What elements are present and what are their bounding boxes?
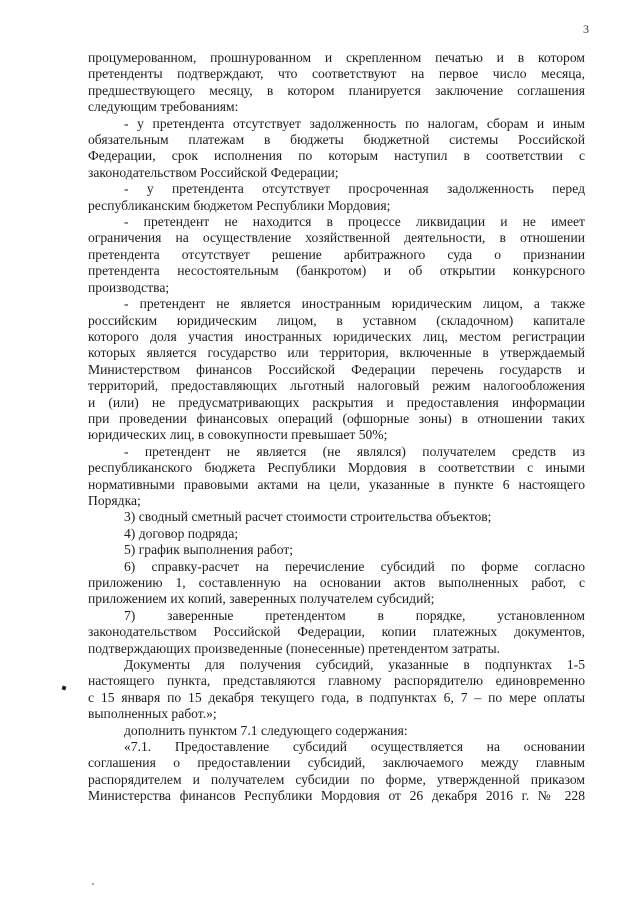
text-line: - у претендента отсутствует задолженность по налогам, сборам и иным: [124, 115, 585, 131]
text-line: с 15 января по 15 декабря текущего года, в подпунктах 6, 7 – по мере оплаты: [88, 689, 585, 705]
text-line: - претендент не является иностранным юридическим лицом, а также: [124, 296, 585, 312]
page-number: 3: [583, 22, 589, 36]
text-line: 5) график выполнения работ;: [124, 542, 294, 558]
text-line: 7) заверенные претендентом в порядке, установленном: [124, 607, 585, 623]
text-line: которых является государство или территория, включенные в утверждаемый: [88, 345, 585, 361]
scan-speck: [92, 883, 94, 885]
text-line: Министерством финансов Российской Федерации перечень государств и: [88, 361, 585, 377]
text-line: приложением их копий, заверенных получателем субсидий;: [88, 591, 435, 607]
text-line: республиканским бюджетом Республики Мордовия;: [88, 197, 391, 213]
text-line: «7.1. Предоставление субсидий осуществляется на основании: [124, 739, 585, 755]
text-line: дополнить пунктом 7.1 следующего содержания:: [124, 722, 408, 738]
text-line: Федерации, срок исполнения по которым наступил в соответствии с: [88, 148, 585, 164]
text-line: - у претендента отсутствует просроченная задолженность перед: [124, 181, 585, 197]
text-line: настоящего пункта, представляются главному распорядителю единовременно: [88, 673, 585, 689]
text-line: соглашения о предоставлении субсидий, заключаемого между главным: [88, 755, 585, 771]
text-line: претенденты подтверждают, что соответствуют на первое число месяца,: [88, 66, 585, 82]
text-line: производства;: [88, 279, 170, 295]
text-line: и (или) не предусматривающих раскрытия и предоставления информации: [88, 394, 585, 410]
text-line: Министерства финансов Республики Мордовия от 26 декабря 2016 г. № 228: [88, 788, 585, 804]
text-line: - претендент не находится в процессе ликвидации и не имеет: [124, 214, 585, 230]
text-line: предшествующего месяцу, в котором планируется заключение соглашения: [88, 82, 585, 98]
text-line: выполненных работ.»;: [88, 706, 217, 722]
text-line: при проведении финансовых операций (офшорные зоны) в отношении таких: [88, 410, 585, 426]
text-line: Документы для получения субсидий, указанные в подпунктах 1-5: [124, 657, 585, 673]
text-line: российским юридическим лицом, в уставном (складочном) капитале: [88, 312, 585, 328]
text-line: обязательным платежам в бюджеты бюджетной системы Российской: [88, 132, 585, 148]
text-line: ограничения на осуществление хозяйственной деятельности, в отношении: [88, 230, 585, 246]
text-line: которого доля участия иностранных юридических лиц, местом регистрации: [88, 328, 585, 344]
text-line: следующим требованиям:: [88, 99, 239, 115]
margin-mark: [61, 685, 66, 690]
text-line: 3) сводный сметный расчет стоимости строительства объектов;: [124, 509, 492, 525]
text-line: законодательством Российской Федерации;: [88, 164, 339, 180]
text-line: юридических лиц, в совокупности превышает 50%;: [88, 427, 388, 443]
text-line: территорий, предоставляющих льготный налоговый режим налогообложения: [88, 378, 585, 394]
text-line: - претендент не является (не являлся) получателем средств из: [124, 443, 585, 459]
text-line: процумерованном, прошнурованном и скрепленном печатью и в котором: [88, 50, 585, 65]
text-line: приложению 1, составленную на основании актов выполненных работ, с: [88, 575, 585, 590]
text-line: республиканского бюджета Республики Мордовия в соответствии с иными: [88, 460, 585, 476]
text-line: 4) договор подряда;: [124, 525, 239, 541]
text-line: нормативными правовыми актами на цели, указанные в пункте 6 настоящего: [88, 476, 585, 492]
text-line: 6) справку-расчет на перечисление субсидий по форме согласно: [124, 558, 585, 574]
text-line: законодательством Российской Федерации, копии платежных документов,: [88, 624, 585, 640]
text-line: Порядка;: [88, 492, 141, 508]
text-line: распорядителем и получателем субсидии по форме, утвержденной приказом: [88, 771, 585, 787]
text-line: претендента несостоятельным (банкротом) и об открытии конкурсного: [88, 263, 585, 279]
document-body: [88, 50, 585, 805]
text-line: претендента отсутствует решение арбитражного суда о признании: [88, 246, 585, 262]
text-line: подтверждающих произведенные (понесенные) претендентом затраты.: [88, 640, 501, 656]
